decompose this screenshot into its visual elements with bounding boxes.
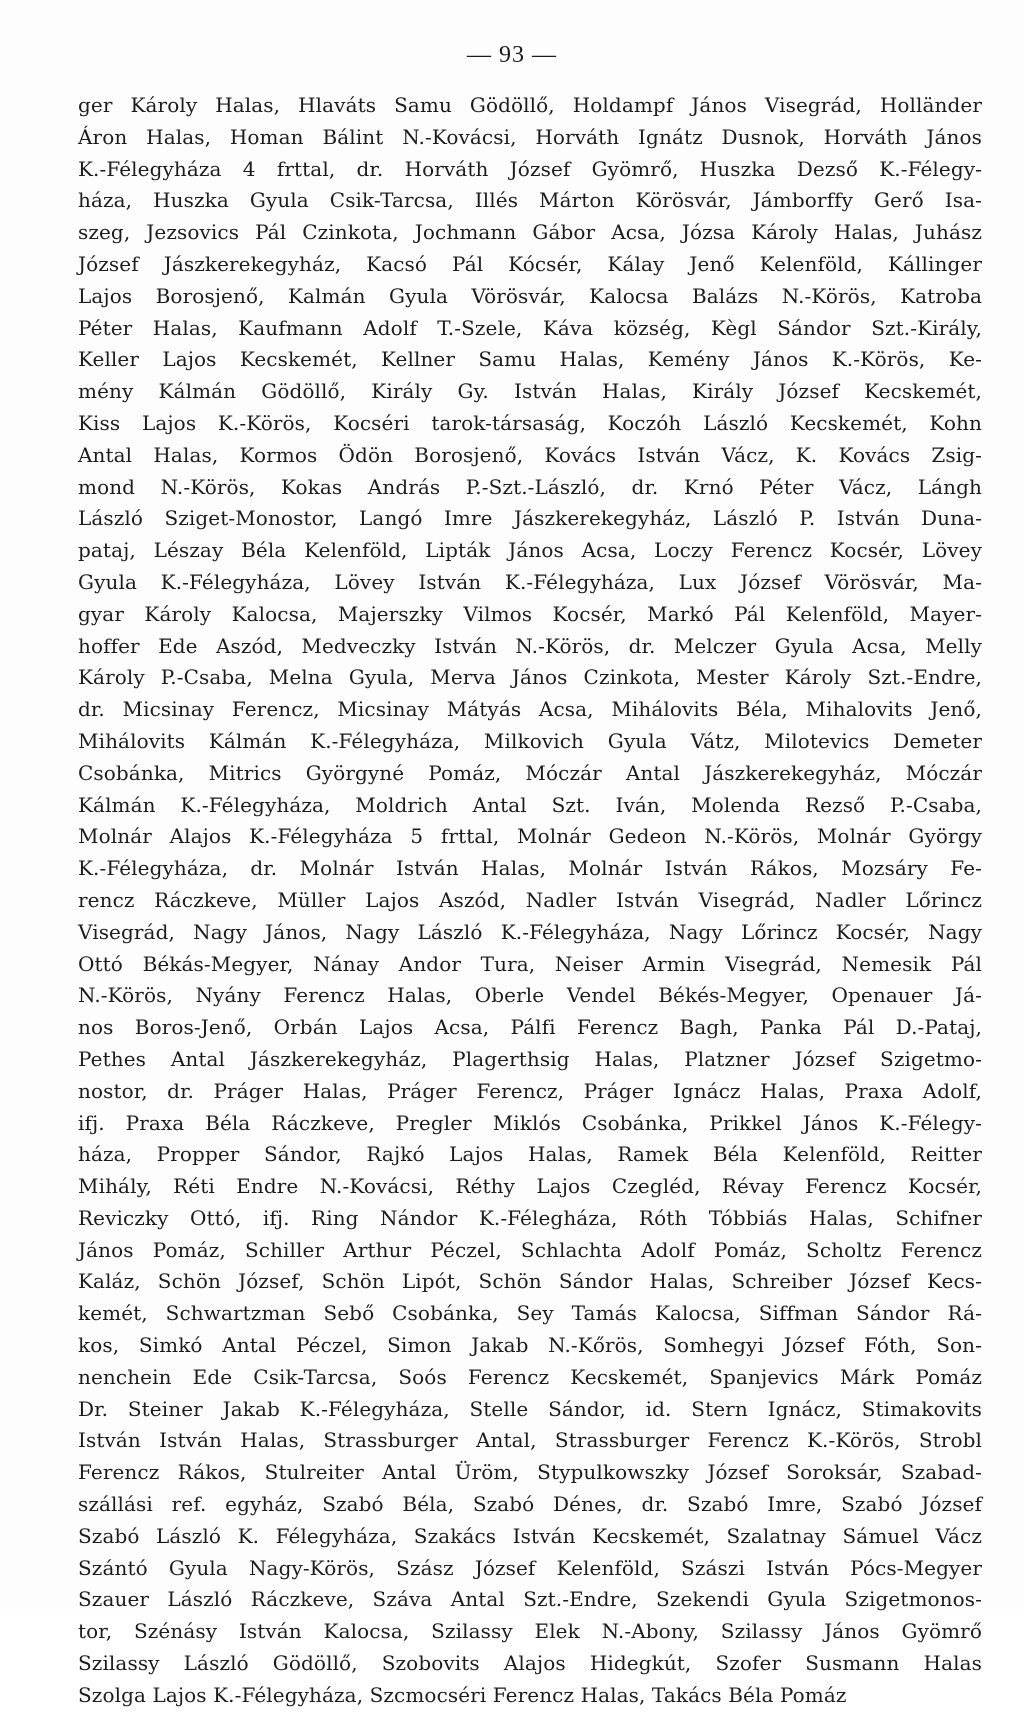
text-line: Szabó László K. Félegyháza, Szakács István Kecskemét, Szalatnay Sámuel Vácz: [78, 1523, 982, 1548]
text-line: Szolga Lajos K.-Félegyháza, Szcmocséri Ferencz Halas, Takács Béla Pomáz: [78, 1682, 847, 1707]
text-line: K.-Félegyháza 4 frttal, dr. Horváth József Gyömrő, Huszka Dezső K.-Félegy-: [78, 156, 982, 181]
text-line: szállási ref. egyház, Szabó Béla, Szabó Dénes, dr. Szabó Imre, Szabó József: [78, 1492, 982, 1517]
text-line: Molnár Alajos K.-Félegyháza 5 frttal, Molnár Gedeon N.-Körös, Molnár György: [78, 824, 982, 849]
text-line: Szauer László Ráczkeve, Száva Antal Szt.-Endre, Szekendi Gyula Szigetmonos-: [78, 1587, 982, 1612]
text-line: Kiss Lajos K.-Körös, Kocséri tarok-társaság, Koczóh László Kecskemét, Kohn: [78, 410, 982, 435]
text-line: háza, Huszka Gyula Csik-Tarcsa, Illés Márton Körösvár, Jámborffy Gerő Isa-: [78, 188, 982, 213]
text-line: ifj. Praxa Béla Ráczkeve, Pregler Miklós Csobánka, Prikkel János K.-Félegy-: [78, 1110, 982, 1135]
text-line: János Pomáz, Schiller Arthur Péczel, Schlachta Adolf Pomáz, Scholtz Ferencz: [78, 1237, 982, 1262]
text-line: Csobánka, Mitrics Györgyné Pomáz, Móczár Antal Jászkerekegyház, Móczár: [78, 760, 982, 785]
text-line: dr. Micsinay Ferencz, Micsinay Mátyás Acsa, Mihálovits Béla, Mihalovits Jenő,: [78, 697, 982, 722]
text-line: kemét, Schwartzman Sebő Csobánka, Sey Tamás Kalocsa, Siffman Sándor Rá-: [78, 1301, 982, 1326]
text-line: Károly P.-Csaba, Melna Gyula, Merva János Czinkota, Mester Károly Szt.-Endre,: [78, 665, 982, 690]
text-line: nos Boros-Jenő, Orbán Lajos Acsa, Pálfi Ferencz Bagh, Panka Pál D.-Pataj,: [78, 1015, 982, 1040]
text-line: László Sziget-Monostor, Langó Imre Jászkerekegyház, László P. István Duna-: [78, 506, 982, 531]
text-line: Mihály, Réti Endre N.-Kovácsi, Réthy Lajos Czegléd, Révay Ferencz Kocsér,: [78, 1174, 982, 1199]
text-line: nenchein Ede Csik-Tarcsa, Soós Ferencz Kecskemét, Spanjevics Márk Pomáz: [78, 1364, 982, 1389]
text-line: szeg, Jezsovics Pál Czinkota, Jochmann Gábor Acsa, Józsa Károly Halas, Juhász: [78, 220, 982, 245]
text-line: nostor, dr. Práger Halas, Práger Ferencz, Práger Ignácz Halas, Praxa Adolf,: [78, 1078, 982, 1103]
text-line: rencz Ráczkeve, Müller Lajos Aszód, Nadler István Visegrád, Nadler Lőrincz: [78, 887, 982, 912]
text-line: Áron Halas, Homan Bálint N.-Kovácsi, Horváth Ignátz Dusnok, Horváth János: [78, 124, 982, 149]
text-line: pataj, Lészay Béla Kelenföld, Lipták János Acsa, Loczy Ferencz Kocsér, Lövey: [78, 538, 982, 563]
text-line: Ottó Békás-Megyer, Nánay Andor Tura, Neiser Armin Visegrád, Nemesik Pál: [78, 951, 982, 976]
text-line: Péter Halas, Kaufmann Adolf T.-Szele, Káva község, Kègl Sándor Szt.-Király,: [78, 315, 982, 340]
text-line: István István Halas, Strassburger Antal, Strassburger Ferencz K.-Körös, Strobl: [78, 1428, 982, 1453]
text-line: Gyula K.-Félegyháza, Lövey István K.-Félegyháza, Lux József Vörösvár, Ma-: [78, 569, 982, 594]
text-line: Kaláz, Schön József, Schön Lipót, Schön Sándor Halas, Schreiber József Kecs-: [78, 1269, 982, 1294]
text-line: mény Kálmán Gödöllő, Király Gy. István Halas, Király József Kecskemét,: [78, 379, 982, 404]
text-line: mond N.-Körös, Kokas András P.-Szt.-László, dr. Krnó Péter Vácz, Lángh: [78, 474, 982, 499]
text-line: Kálmán K.-Félegyháza, Moldrich Antal Szt. Iván, Molenda Rezső P.-Csaba,: [78, 792, 982, 817]
text-line: József Jászkerekegyház, Kacsó Pál Kócsér, Kálay Jenő Kelenföld, Kállinger: [78, 251, 982, 276]
text-line: gyar Károly Kalocsa, Majerszky Vilmos Kocsér, Markó Pál Kelenföld, Mayer-: [78, 601, 982, 626]
text-line: Dr. Steiner Jakab K.-Félegyháza, Stelle Sándor, id. Stern Ignácz, Stimakovits: [78, 1396, 982, 1421]
text-line: tor, Szénásy István Kalocsa, Szilassy Elek N.-Abony, Szilassy János Gyömrő: [78, 1619, 982, 1644]
text-line: ger Károly Halas, Hlaváts Samu Gödöllő, Holdampf János Visegrád, Holländer: [78, 93, 982, 117]
page-number: — 93 —: [467, 42, 557, 68]
text-line: Mihálovits Kálmán K.-Félegyháza, Milkovich Gyula Vátz, Milotevics Demeter: [78, 728, 982, 753]
text-line: N.-Körös, Nyány Ferencz Halas, Oberle Vendel Békés-Megyer, Openauer Já-: [78, 983, 982, 1008]
text-line: Pethes Antal Jászkerekegyház, Plagerthsig Halas, Platzner József Szigetmo-: [78, 1046, 982, 1071]
text-line: K.-Félegyháza, dr. Molnár István Halas, Molnár István Rákos, Mozsáry Fe-: [78, 856, 982, 881]
donor-list-text: [78, 90, 982, 1712]
text-line: kos, Simkó Antal Péczel, Simon Jakab N.-Kőrös, Somhegyi József Fóth, Son-: [78, 1333, 982, 1358]
text-line: Visegrád, Nagy János, Nagy László K.-Félegyháza, Nagy Lőrincz Kocsér, Nagy: [78, 919, 982, 944]
text-line: Szántó Gyula Nagy-Körös, Szász József Kelenföld, Szászi István Pócs-Megyer: [78, 1555, 982, 1580]
text-line: Keller Lajos Kecskemét, Kellner Samu Halas, Kemény János K.-Körös, Ke-: [78, 347, 982, 372]
text-line: Szilassy László Gödöllő, Szobovits Alajos Hidegkút, Szofer Susmann Halas: [78, 1651, 982, 1676]
text-line: Ferencz Rákos, Stulreiter Antal Üröm, Stypulkowszky József Soroksár, Szabad-: [78, 1460, 982, 1485]
text-line: hoffer Ede Aszód, Medveczky István N.-Körös, dr. Melczer Gyula Acsa, Melly: [78, 633, 982, 658]
text-line: Reviczky Ottó, ifj. Ring Nándor K.-Félegháza, Róth Tóbbiás Halas, Schifner: [78, 1205, 982, 1230]
text-line: Lajos Borosjenő, Kalmán Gyula Vörösvár, Kalocsa Balázs N.-Körös, Katroba: [78, 283, 982, 308]
text-line: háza, Propper Sándor, Rajkó Lajos Halas, Ramek Béla Kelenföld, Reitter: [78, 1142, 982, 1167]
text-line: Antal Halas, Kormos Ödön Borosjenő, Kovács István Vácz, K. Kovács Zsig-: [78, 442, 982, 467]
